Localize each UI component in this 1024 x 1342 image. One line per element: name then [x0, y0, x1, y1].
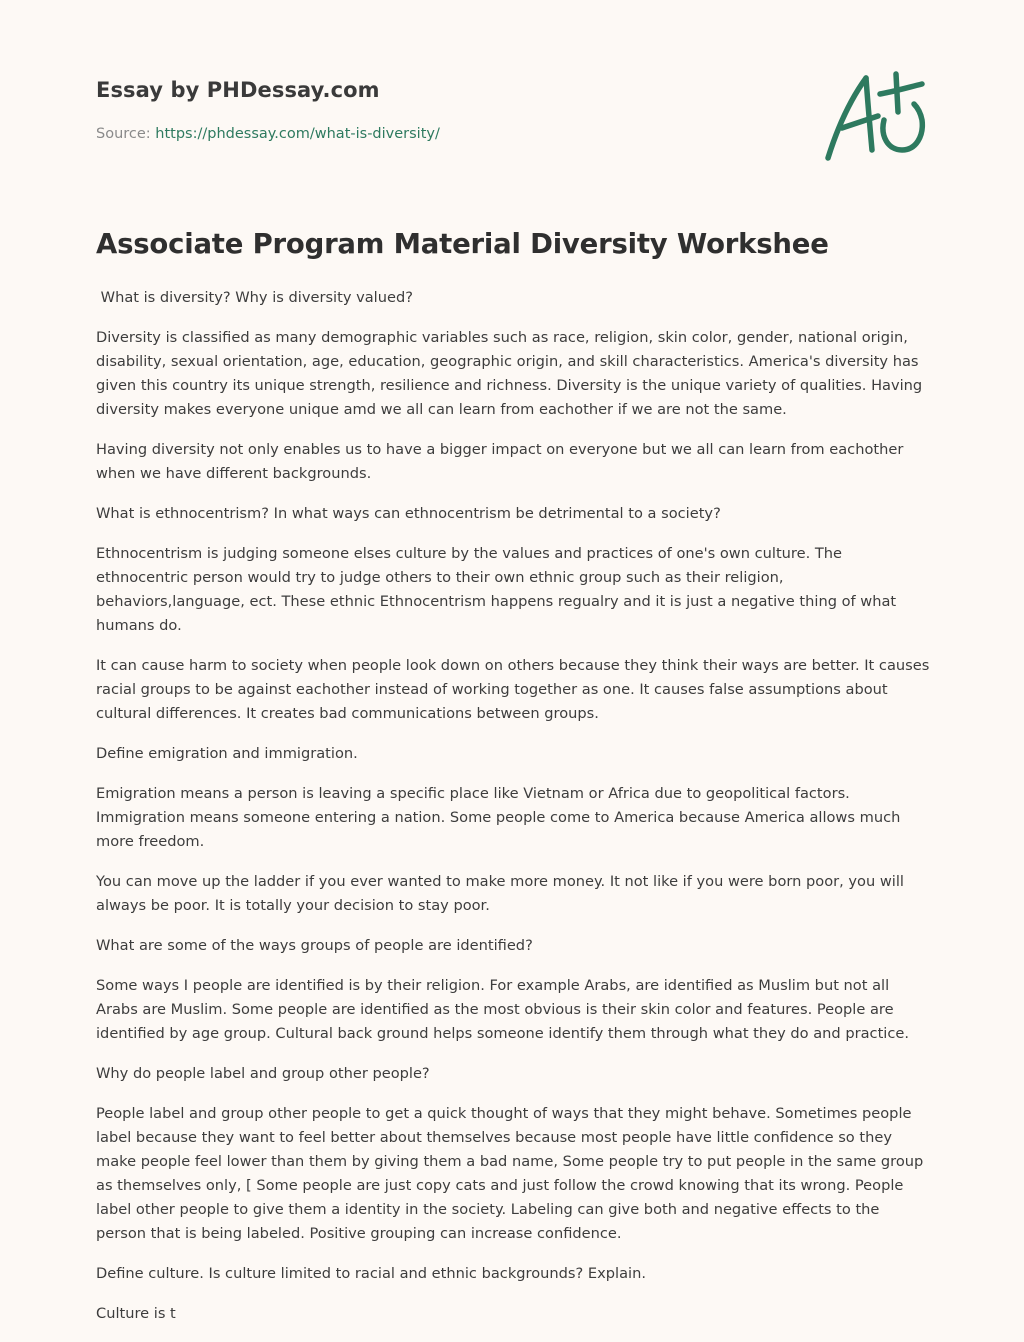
paragraph: Having diversity not only enables us to have a bigger impact on everyone but we all can learn from eachother when we have different backgrounds.	[96, 441, 904, 482]
paragraph: Culture is t	[96, 1305, 176, 1322]
paragraph: Some ways I people are identified is by their religion. For example Arabs, are identified as Muslim but not all Arabs are Muslim. Some people are identified as the most obvious is their skin color and features. People are identified by age group. Cultural back ground helps someone identify them through what they do and practice.	[96, 977, 909, 1042]
paragraph: Why do people label and group other people?	[96, 1065, 430, 1082]
site-title: Essay by PHDessay.com	[96, 78, 380, 102]
paragraph: Define culture. Is culture limited to racial and ethnic backgrounds? Explain.	[96, 1265, 646, 1282]
paragraph: People label and group other people to get a quick thought of ways that they might behave. Sometimes people label because they want to feel better about themselves because most people have little confidence so they make people feel lower than them by giving them a bad name, Some people try to put people in the same group as themselves only, [ Some people are just copy cats and just follow the crowd knowing that its wrong. People label other people to give them a identity in the society. Labeling can give both and negative effects to the person that is being labeled. Positive grouping can increase confidence.	[96, 1105, 924, 1242]
document-title: Associate Program Material Diversity Workshee	[96, 228, 829, 260]
paragraph: Define emigration and immigration.	[96, 745, 358, 762]
paragraph: Diversity is classified as many demographic variables such as race, religion, skin color, gender, national origin, disability, sexual orientation, age, education, geographic origin, and skill characteristics. America's diversity has given this country its unique strength, resilience and richness. Diversity is the unique variety of qualities. Having diversity makes everyone unique amd we all can learn from eachother if we are not the same.	[96, 329, 923, 418]
paragraph: It can cause harm to society when people look down on others because they think their ways are better. It causes racial groups to be against eachother instead of working together as one. It causes false assumptions about cultural differences. It creates bad communications between groups.	[96, 657, 930, 722]
source-link[interactable]: https://phdessay.com/what-is-diversity/	[155, 126, 440, 142]
paragraph: What is ethnocentrism? In what ways can ethnocentrism be detrimental to a society?	[96, 505, 721, 522]
page-header	[96, 74, 796, 144]
source-label: Source:	[96, 126, 151, 142]
paragraph: What are some of the ways groups of people are identified?	[96, 937, 533, 954]
paragraph: You can move up the ladder if you ever wanted to make more money. It not like if you were born poor, you will always be poor. It is totally your decision to stay poor.	[96, 873, 904, 914]
paragraph: Emigration means a person is leaving a specific place like Vietnam or Africa due to geopolitical factors. Immigration means someone entering a nation. Some people come to America because America allows much more freedom.	[96, 785, 901, 850]
paragraph: Ethnocentrism is judging someone elses culture by the values and practices of one's own culture. The ethnocentric person would try to judge others to their own ethnic group such as their religion, behaviors,language, ect. These ethnic Ethnocentrism happens regualry and it is just a negative thing of what humans do.	[96, 545, 897, 634]
paragraph: What is diversity? Why is diversity valued?	[96, 289, 413, 306]
essay-body	[96, 286, 932, 1342]
a-plus-logo-icon	[818, 66, 932, 166]
source-line	[96, 124, 796, 144]
